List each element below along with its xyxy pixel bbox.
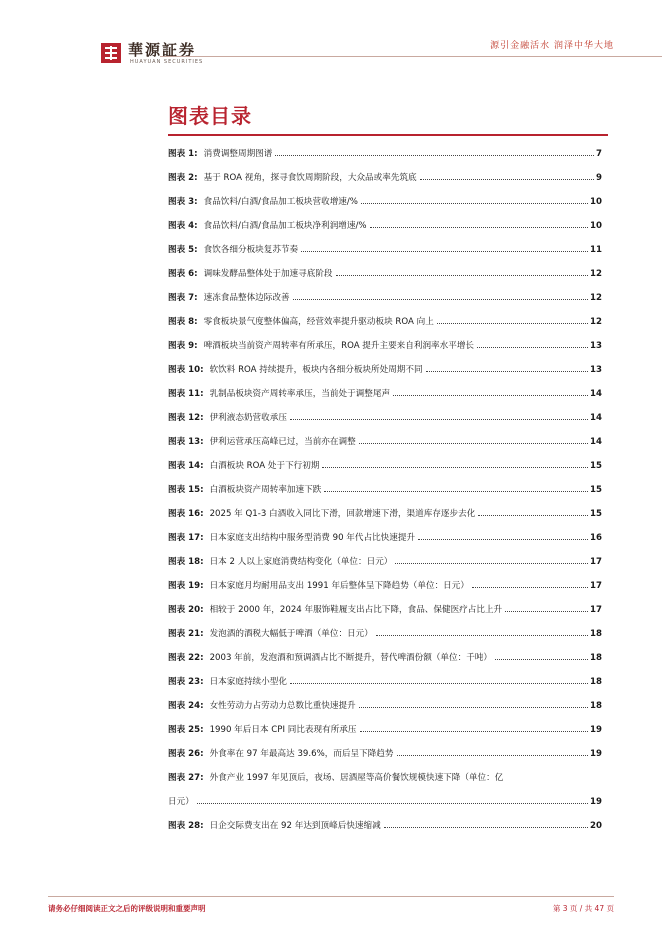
toc-entry-title: 调味发酵品整体处于加速寻底阶段 (203, 269, 333, 279)
toc-entry[interactable] (168, 388, 602, 400)
toc-leader-dots (397, 755, 589, 756)
toc-leader-dots (290, 683, 588, 684)
toc-entry-label: 图表 19: (168, 581, 204, 591)
page-header (0, 0, 662, 65)
logo-text-en: HUAYUAN SECURITIES (130, 59, 204, 65)
toc-entry-line (168, 220, 602, 232)
toc-entry[interactable] (168, 340, 602, 352)
toc-entry[interactable] (168, 508, 602, 520)
toc-entry[interactable] (168, 172, 602, 184)
toc-leader-dots (418, 539, 588, 540)
toc-entry-page: 13 (590, 365, 602, 375)
toc-entry-title: 消费调整周期图谱 (203, 149, 273, 159)
toc-leader-dots (472, 587, 588, 588)
toc-entry-label: 图表 5: (168, 245, 198, 255)
toc-entry-title: 伊利液态奶营收承压 (209, 413, 287, 423)
toc-leader-dots (384, 827, 588, 828)
toc-entry-page: 15 (590, 461, 602, 471)
toc-entry-title: 2025 年 Q1-3 白酒收入同比下滑，回款增速下滑，渠道库存逐步去化 (209, 509, 476, 519)
toc-leader-dots (426, 371, 588, 372)
toc-entry-title: 白酒板块 ROA 处于下行初期 (209, 461, 320, 471)
toc-leader-dots (505, 611, 588, 612)
toc-entry-title: 伊利运营承压高峰已过，当前亦在调整 (209, 437, 356, 447)
company-logo (100, 42, 220, 64)
toc-entry-page: 9 (596, 173, 602, 183)
toc-entry-label: 图表 9: (168, 341, 198, 351)
footer-disclaimer: 请务必仔细阅读正文之后的评级说明和重要声明 (48, 904, 206, 913)
toc-entry-page: 10 (590, 221, 602, 231)
toc-entry-label: 图表 17: (168, 533, 204, 543)
toc-entry-title: 1990 年后日本 CPI 同比表现有所承压 (209, 725, 357, 735)
toc-entry-label: 图表 16: (168, 509, 204, 519)
toc-entry-page: 11 (590, 245, 602, 255)
toc-entry[interactable] (168, 148, 602, 160)
toc-entry-line (168, 556, 602, 568)
toc-entry-line (168, 484, 602, 496)
toc-entry-label: 图表 10: (168, 365, 204, 375)
logo-mark-icon (100, 42, 122, 64)
toc-entry-page: 14 (590, 389, 602, 399)
toc-entry-title: 日本家庭持续小型化 (209, 677, 287, 687)
toc-entry-page: 17 (590, 557, 602, 567)
toc-entry[interactable] (168, 268, 602, 280)
toc-leader-dots (290, 419, 588, 420)
toc-entry[interactable] (168, 724, 602, 736)
toc-entry-title: 食品饮料/白酒/食品加工板块营收增速/% (203, 197, 358, 207)
toc-entry-line (168, 676, 602, 688)
toc-entry-title: 日企交际费支出在 92 年达到顶峰后快速缩减 (209, 821, 381, 831)
toc-leader-dots (322, 467, 588, 468)
toc-entry-line (168, 604, 602, 616)
logo-text-cn: 華源証券 (128, 41, 197, 59)
toc-leader-dots (376, 635, 588, 636)
toc-leader-dots (293, 299, 588, 300)
toc-entry-label: 图表 11: (168, 389, 204, 399)
toc-entry-label: 图表 7: (168, 293, 198, 303)
toc-entry[interactable] (168, 244, 602, 256)
toc-entry-label: 图表 12: (168, 413, 204, 423)
toc-entry-label: 图表 26: (168, 749, 204, 759)
toc-entry-page: 19 (590, 797, 602, 807)
toc-entry-page: 19 (590, 725, 602, 735)
toc-entry-line (168, 580, 602, 592)
toc-entry-page: 15 (590, 485, 602, 495)
page-title: 图表目录 (168, 104, 252, 128)
toc-entry-continuation (168, 796, 602, 808)
toc-leader-dots (477, 347, 588, 348)
toc-leader-dots (275, 155, 594, 156)
toc-entry[interactable] (168, 652, 602, 664)
toc-leader-dots (395, 563, 588, 564)
toc-entry-line (168, 148, 602, 160)
toc-leader-dots (359, 707, 588, 708)
toc-entry-page: 17 (590, 605, 602, 615)
toc-entry-title-cont: 日元） (168, 797, 194, 807)
toc-entry-page: 12 (590, 317, 602, 327)
toc-entry-line (168, 412, 602, 424)
toc-leader-dots (420, 179, 594, 180)
toc-entry[interactable] (168, 364, 602, 376)
toc-entry-title: 乳制品板块资产周转率承压，当前处于调整尾声 (209, 389, 391, 399)
toc-entry-title: 零食板块景气度整体偏高，经营效率提升驱动板块 ROA 向上 (203, 317, 434, 327)
toc-entry-title: 发泡酒的酒税大幅低于啤酒（单位：日元） (209, 629, 373, 639)
toc-leader-dots (495, 659, 588, 660)
toc-entry-page: 12 (590, 269, 602, 279)
toc-leader-dots (360, 731, 589, 732)
toc-entry-line (168, 292, 602, 304)
toc-entry-page: 12 (590, 293, 602, 303)
toc-leader-dots (324, 491, 588, 492)
toc-leader-dots (370, 227, 588, 228)
toc-entry-label: 图表 1: (168, 149, 198, 159)
toc-entry-title: 日本家庭月均耐用品支出 1991 年后整体呈下降趋势（单位：日元） (209, 581, 469, 591)
toc-entry-line (168, 244, 602, 256)
toc-entry[interactable] (168, 532, 602, 544)
toc-entry-line (168, 364, 602, 376)
toc-entry[interactable] (168, 484, 602, 496)
toc-entry-title: 女性劳动力占劳动力总数比重快速提升 (209, 701, 356, 711)
toc-entry-line (168, 724, 602, 736)
toc-entry[interactable] (168, 700, 602, 712)
toc-entry-label: 图表 13: (168, 437, 204, 447)
toc-entry[interactable] (168, 412, 602, 424)
toc-entry-label: 图表 22: (168, 653, 204, 663)
toc-entry[interactable] (168, 604, 602, 616)
toc-entry-title: 外食产业 1997 年见顶后，夜场、居酒屋等高价餐饮规模快速下降（单位：亿 (209, 773, 504, 783)
toc-entry[interactable] (168, 316, 602, 328)
toc-leader-dots (361, 203, 588, 204)
header-slogan: 源引金融活水 润泽中华大地 (490, 41, 614, 51)
toc-entry-page: 10 (590, 197, 602, 207)
toc-entry-title: 食品饮料/白酒/食品加工板块净利润增速/% (203, 221, 367, 231)
toc-entry[interactable] (168, 556, 602, 568)
toc-entry-line (168, 172, 602, 184)
toc-entry-label: 图表 14: (168, 461, 204, 471)
toc-entry[interactable] (168, 676, 602, 688)
toc-entry-line (168, 508, 602, 520)
toc-entry[interactable] (168, 196, 602, 208)
footer-divider (48, 896, 614, 897)
toc-entry-line (168, 772, 602, 784)
toc-entry-page: 7 (596, 149, 602, 159)
toc-entry-line (168, 388, 602, 400)
toc-entry-label: 图表 4: (168, 221, 198, 231)
toc-leader-dots (359, 443, 588, 444)
toc-entry-page: 17 (590, 581, 602, 591)
toc-entry-label: 图表 6: (168, 269, 198, 279)
toc-entry-line (168, 196, 602, 208)
toc-leader-dots (336, 275, 589, 276)
toc-entry-page: 18 (590, 653, 602, 663)
toc-entry-title: 基于 ROA 视角，探寻食饮周期阶段，大众品或率先筑底 (203, 173, 417, 183)
toc-entry-page: 15 (590, 509, 602, 519)
toc-entry-line (168, 436, 602, 448)
toc-entry-label: 图表 18: (168, 557, 204, 567)
toc-entry-line (168, 460, 602, 472)
toc-entry-label: 图表 3: (168, 197, 198, 207)
toc-leader-dots (197, 803, 588, 804)
toc-entry-title: 外食率在 97 年最高达 39.6%，而后呈下降趋势 (209, 749, 394, 759)
toc-entry-label: 图表 15: (168, 485, 204, 495)
toc-entry-title: 2003 年前，发泡酒和预调酒占比不断提升，替代啤酒份额（单位：千吨） (209, 653, 492, 663)
toc-entry-page: 19 (590, 749, 602, 759)
page-indicator: 第 3 页 / 共 47 页 (552, 904, 614, 913)
toc-entry[interactable] (168, 460, 602, 472)
toc-entry-page: 14 (590, 437, 602, 447)
toc-entry[interactable] (168, 436, 602, 448)
toc-entry-page: 18 (590, 629, 602, 639)
toc-entry-page: 18 (590, 701, 602, 711)
toc-entry-title: 日本 2 人以上家庭消费结构变化（单位：日元） (209, 557, 393, 567)
toc-entry[interactable] (168, 628, 602, 640)
toc-entry-label: 图表 28: (168, 821, 204, 831)
toc-leader-dots (393, 395, 588, 396)
toc-entry-title: 日本家庭支出结构中服务型消费 90 年代占比快速提升 (209, 533, 416, 543)
toc-entry-line (168, 820, 602, 832)
toc-entry-line (168, 652, 602, 664)
toc-entry[interactable] (168, 748, 602, 760)
toc-entry-line (168, 700, 602, 712)
toc-entry[interactable] (168, 772, 602, 808)
toc-leader-dots (478, 515, 588, 516)
toc-entry-page: 14 (590, 413, 602, 423)
toc-entry-line (168, 532, 602, 544)
toc-leader-dots (437, 323, 588, 324)
toc-leader-dots (301, 251, 588, 252)
toc-entry-label: 图表 8: (168, 317, 198, 327)
toc-entry-page: 16 (590, 533, 602, 543)
toc-entry-label: 图表 2: (168, 173, 198, 183)
toc-entry-page: 18 (590, 677, 602, 687)
toc-entry-label: 图表 21: (168, 629, 204, 639)
toc-entry[interactable] (168, 820, 602, 832)
toc-entry-title: 啤酒板块当前资产周转率有所承压，ROA 提升主要来自利润率水平增长 (203, 341, 475, 351)
toc-entry-line (168, 748, 602, 760)
header-divider (160, 56, 662, 57)
toc-entry-page: 20 (590, 821, 602, 831)
toc-entry-label: 图表 20: (168, 605, 204, 615)
toc-entry-label: 图表 24: (168, 701, 204, 711)
toc-entry-page: 13 (590, 341, 602, 351)
toc-entry-label: 图表 23: (168, 677, 204, 687)
toc-entry[interactable] (168, 292, 602, 304)
toc-entry[interactable] (168, 220, 602, 232)
toc-entry-title: 白酒板块资产周转率加速下跌 (209, 485, 322, 495)
toc-entry-line (168, 628, 602, 640)
toc-entry-label: 图表 27: (168, 773, 204, 783)
toc-entry-title: 软饮料 ROA 持续提升，板块内各细分板块所处周期不同 (209, 365, 423, 375)
toc-entry[interactable] (168, 580, 602, 592)
toc-entry-line (168, 340, 602, 352)
title-divider (168, 134, 608, 136)
toc-entry-title: 食饮各细分板块复苏节奏 (203, 245, 299, 255)
toc-entry-title: 相较于 2000 年，2024 年服饰鞋履支出占比下降，食品、保健医疗占比上升 (209, 605, 503, 615)
toc-entry-title: 速冻食品整体边际改善 (203, 293, 290, 303)
toc-entry-line (168, 268, 602, 280)
toc-entry-line (168, 316, 602, 328)
toc-entry-label: 图表 25: (168, 725, 204, 735)
